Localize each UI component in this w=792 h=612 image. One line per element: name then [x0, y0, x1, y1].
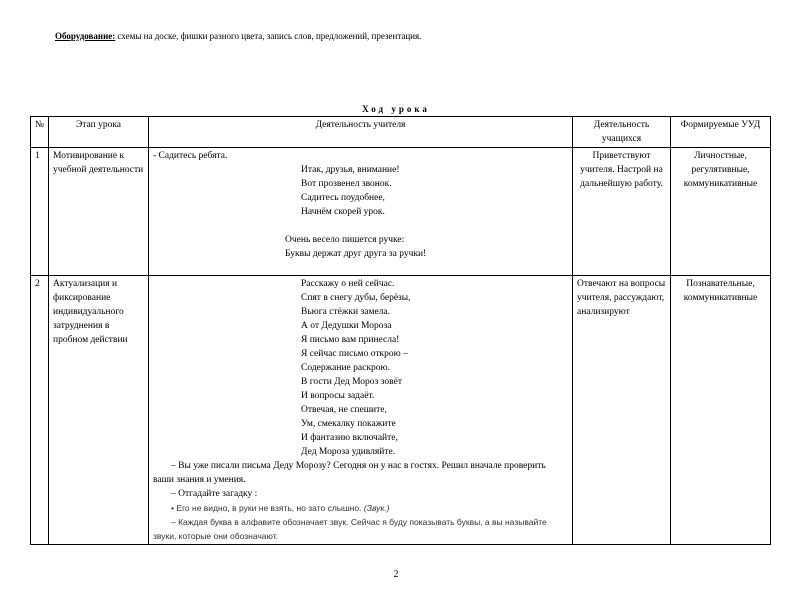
row2-students: Отвечают на вопросы учителя, рассуждают, анализируют — [573, 276, 671, 545]
header-num: № — [31, 117, 49, 148]
poem-line: Буквы держат друг друга за ручки! — [285, 249, 427, 259]
header-stage: Этап урока — [49, 117, 149, 148]
riddle-answer: (Звук.) — [363, 503, 390, 513]
table-row — [31, 148, 771, 276]
poem-line: И фантазию включайте, — [301, 433, 398, 443]
poem-line: И вопросы задаёт. — [301, 391, 375, 401]
equipment-label: Оборудование: — [55, 31, 116, 41]
row1-students: Приветствуют учителя. Настрой на дальнейшую работу. — [573, 148, 671, 276]
poem-line: Садитесь поудобнее, — [301, 193, 385, 203]
poem-line: Я письмо вам принесла! — [301, 335, 400, 345]
poem-line: Дед Мороза удивляйте. — [301, 447, 396, 457]
row1-uud: Личностные, регулятивные, коммуникативные — [671, 148, 771, 276]
row2-uud: Познавательные, коммуникативные — [671, 276, 771, 545]
poem-line: Вьюга стёжки замела. — [301, 307, 391, 317]
poem-line: Начнём скорей урок. — [301, 207, 385, 217]
poem-line: Я сейчас письмо открою – — [301, 349, 408, 359]
row1-num: 1 — [31, 148, 49, 276]
teacher-paragraph: – Каждая буква в алфавите обозначает звук. Сейчас я буду показывать буквы, а вы называйте звуки, которые они обозначают. — [153, 517, 547, 541]
header-uud: Формируемые УУД — [671, 117, 771, 148]
riddle-text — [153, 501, 568, 515]
equipment-text: схемы на доске, фишки разного цвета, запись слов, предложений, презентация. — [115, 31, 422, 41]
row1-stage: Мотивирование к учебной деятельности — [49, 148, 149, 276]
header-students: Деятельность учащихся — [573, 117, 671, 148]
table-row — [31, 276, 771, 545]
row2-num: 2 — [31, 276, 49, 545]
poem-line: Спят в снегу дубы, берёзы, — [301, 293, 411, 303]
poem-line: Ум, смекалку покажите — [301, 419, 396, 429]
riddle-prompt: – Отгадайте загадку : — [171, 489, 258, 499]
teacher-paragraph: – Вы уже писали письма Деду Морозу? Сегодня он у нас в гостях. Решил вначале проверить ваши знания и умения. — [153, 461, 546, 485]
page-number: 2 — [393, 569, 399, 580]
header-teacher: Деятельность учителя — [149, 117, 573, 148]
spacer — [153, 219, 568, 233]
poem-line: В гости Дед Мороз зовёт — [301, 377, 402, 387]
row1-teacher — [149, 148, 573, 276]
lesson-table — [30, 116, 771, 545]
equipment-line — [55, 31, 421, 41]
row1-intro: - Садитесь ребята. — [153, 151, 228, 161]
lesson-heading: Ход урока — [362, 104, 430, 114]
row2-teacher — [149, 276, 573, 545]
poem-line: А от Дедушки Мороза — [301, 321, 392, 331]
poem-line: Содержание раскрою. — [301, 363, 390, 373]
poem-line: Очень весело пишется ручке: — [285, 235, 405, 245]
poem-line: Итак, друзья, внимание! — [301, 165, 400, 175]
poem-line: Расскажу о ней сейчас. — [301, 279, 395, 289]
riddle-question: • Его не видно, в руки не взять, но зато слышно. — [171, 503, 362, 513]
table-header-row — [31, 117, 771, 148]
row2-stage: Актуализация и фиксирование индивидуального затруднения в пробном действии — [49, 276, 149, 545]
poem-line: Отвечая, не спешите, — [301, 405, 387, 415]
poem-line: Вот прозвенел звонок. — [301, 179, 392, 189]
